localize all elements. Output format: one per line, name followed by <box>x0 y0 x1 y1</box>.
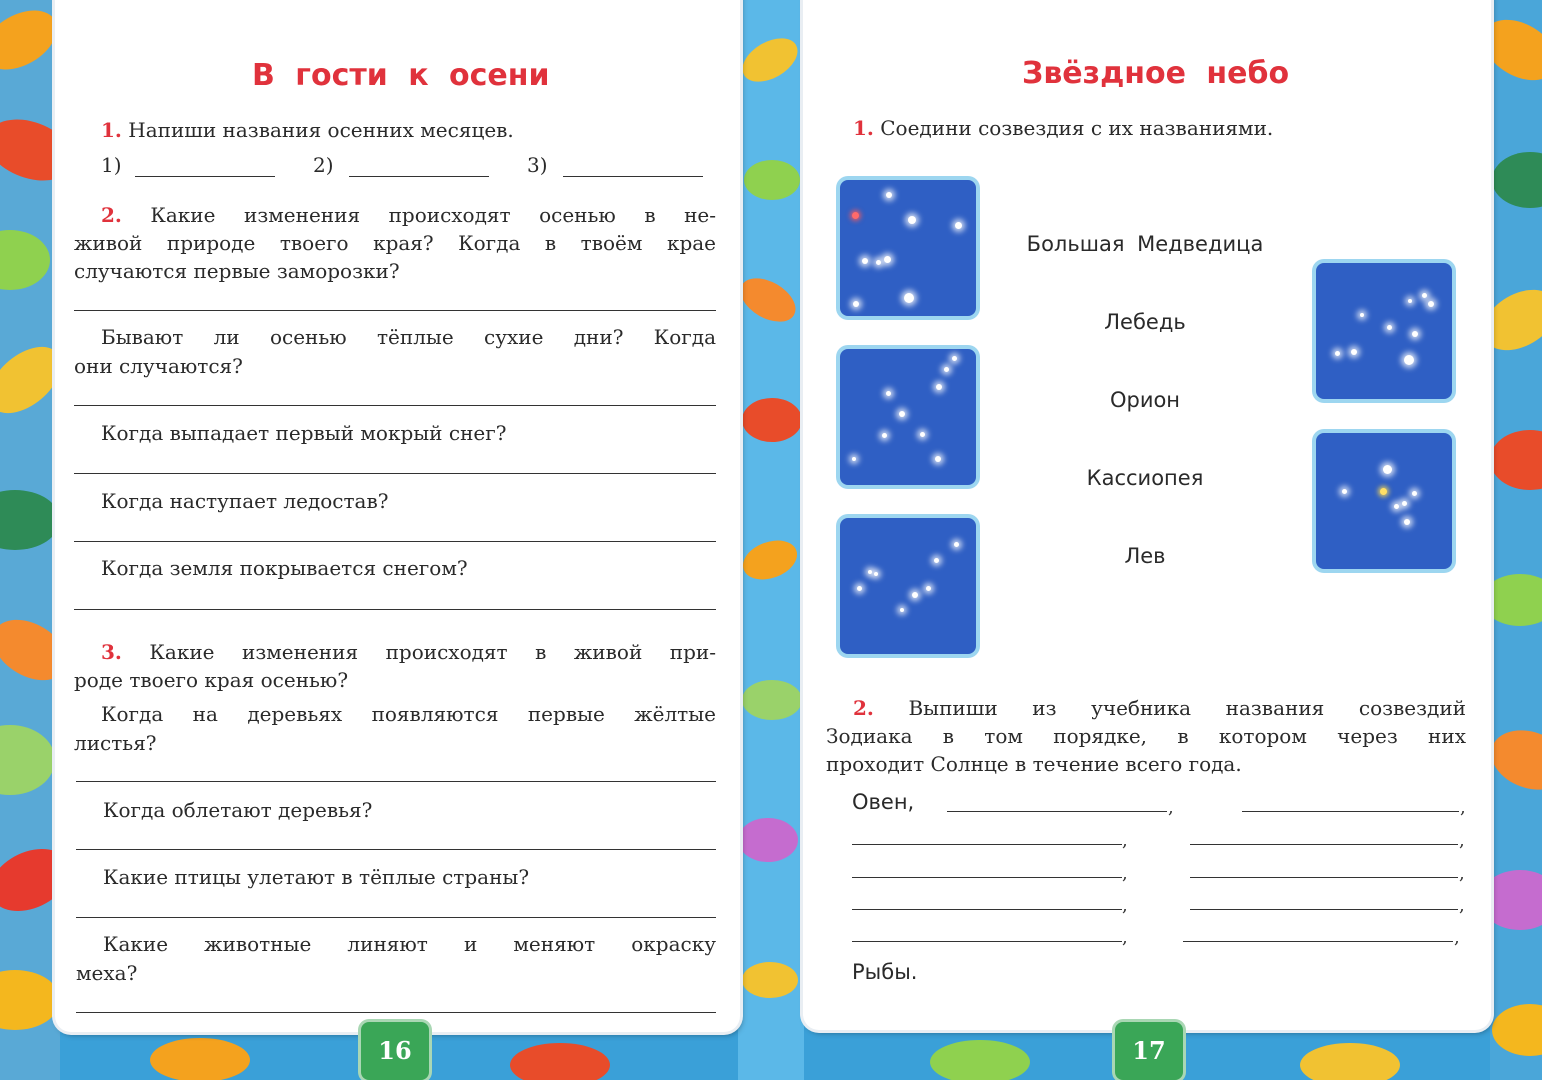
answer-line[interactable] <box>76 781 716 782</box>
constellation-name-1[interactable]: Большая Медведица <box>1026 232 1264 256</box>
star-icon <box>1412 331 1418 337</box>
answer-line[interactable] <box>76 917 716 918</box>
comma: , <box>1459 830 1465 851</box>
comma: , <box>1122 830 1128 851</box>
question-line: они случаются? <box>74 354 243 378</box>
answer-line[interactable] <box>74 310 716 311</box>
star-icon <box>1342 489 1347 494</box>
task-number: 2. <box>853 696 874 720</box>
star-icon <box>1428 301 1434 307</box>
star-icon <box>934 558 939 563</box>
star-icon <box>868 570 872 574</box>
star-icon <box>857 586 862 591</box>
question-line: меха? <box>76 961 138 985</box>
task-3-line-2: роде твоего края осенью? <box>74 668 349 692</box>
task-2-right-line-2: Зодиака в том порядке, в котором через них <box>826 724 1466 748</box>
comma: , <box>1122 863 1128 884</box>
constellation-name-5[interactable]: Лев <box>1124 544 1166 568</box>
month-label-2: 2) <box>313 153 334 177</box>
constellation-card-3[interactable] <box>840 518 976 654</box>
month-answer-line-1[interactable] <box>135 176 275 177</box>
task-2-right-line-3: проходит Солнце в течение всего года. <box>826 752 1242 776</box>
task-2-line-1: 2. Какие изменения происходят осенью в не- <box>101 203 717 227</box>
comma: , <box>1460 797 1466 818</box>
star-icon <box>1335 351 1340 356</box>
zodiac-answer-line[interactable] <box>1242 811 1459 812</box>
star-icon <box>1404 355 1414 365</box>
task-2-line-3: случаются первые заморозки? <box>74 259 400 283</box>
star-icon <box>935 456 941 462</box>
question-line: Когда на деревьях появляются первые жёлтые <box>101 702 716 726</box>
star-icon <box>952 356 957 361</box>
star-icon <box>886 391 891 396</box>
constellation-card-4[interactable] <box>1316 263 1452 399</box>
task-3-line-1: 3. Какие изменения происходят в живой при- <box>101 640 717 664</box>
zodiac-answer-line[interactable] <box>947 811 1167 812</box>
star-icon <box>926 586 931 591</box>
task-text: Соедини созвездия с их названиями. <box>880 116 1274 140</box>
comma: , <box>1122 927 1128 948</box>
month-answer-line-3[interactable] <box>563 176 703 177</box>
star-icon <box>853 301 859 307</box>
star-icon <box>1380 488 1387 495</box>
question-line: Какие животные линяют и меняют окраску <box>103 932 716 956</box>
star-icon <box>899 411 905 417</box>
question-line: Какие птицы улетают в тёплые страны? <box>103 865 530 889</box>
page-number-16: 16 <box>361 1022 429 1080</box>
answer-line[interactable] <box>74 473 716 474</box>
question-line: Когда наступает ледостав? <box>101 489 389 513</box>
task-1-right <box>853 116 1363 140</box>
star-icon <box>1412 491 1417 496</box>
star-icon <box>876 260 881 265</box>
leaf-decoration-center <box>733 0 805 1080</box>
star-icon <box>852 212 859 219</box>
zodiac-answer-line[interactable] <box>852 877 1122 878</box>
zodiac-answer-line[interactable] <box>1190 844 1458 845</box>
zodiac-answer-line[interactable] <box>1190 877 1458 878</box>
star-icon <box>908 216 916 224</box>
star-icon <box>904 293 914 303</box>
star-icon <box>900 608 904 612</box>
zodiac-last-sign: Рыбы. <box>852 960 918 984</box>
page-number-17: 17 <box>1115 1022 1183 1080</box>
question-line: Когда облетают деревья? <box>103 798 373 822</box>
star-icon <box>936 384 942 390</box>
task-text: Напиши названия осенних месяцев. <box>128 118 514 142</box>
comma: , <box>1454 927 1460 948</box>
task-1-left <box>101 118 591 142</box>
answer-line[interactable] <box>76 1012 716 1013</box>
star-icon <box>874 572 878 576</box>
star-icon <box>912 592 918 598</box>
answer-line[interactable] <box>74 609 716 610</box>
question-line: Когда выпадает первый мокрый снег? <box>101 421 507 445</box>
star-icon <box>852 457 856 461</box>
star-icon <box>920 432 925 437</box>
page-title-autumn: В гости к осени <box>252 58 550 93</box>
star-icon <box>954 542 959 547</box>
zodiac-answer-line[interactable] <box>852 941 1122 942</box>
task-number: 3. <box>101 640 122 664</box>
question-line: Когда земля покрывается снегом? <box>101 556 468 580</box>
comma: , <box>1459 895 1465 916</box>
star-icon <box>955 222 962 229</box>
answer-line[interactable] <box>74 405 716 406</box>
task-2-line-2: живой природе твоего края? Когда в твоём крае <box>74 231 716 255</box>
answer-line[interactable] <box>76 849 716 850</box>
page-title-starry-sky: Звёздное небо <box>1022 56 1290 91</box>
star-icon <box>1383 465 1392 474</box>
star-icon <box>1402 501 1407 506</box>
constellation-card-1[interactable] <box>840 180 976 316</box>
month-label-3: 3) <box>527 153 548 177</box>
zodiac-answer-line[interactable] <box>852 844 1122 845</box>
task-number: 2. <box>101 203 122 227</box>
task-2-right-line-1: 2. Выпиши из учебника названия созвездий <box>853 696 1466 720</box>
constellation-name-2[interactable]: Лебедь <box>1104 310 1186 334</box>
star-icon <box>1387 325 1392 330</box>
constellation-name-4[interactable]: Кассиопея <box>1086 466 1204 490</box>
task-number: 1. <box>853 116 874 140</box>
star-icon <box>1351 349 1357 355</box>
question-line: листья? <box>74 731 157 755</box>
star-icon <box>944 367 949 372</box>
star-icon <box>884 256 891 263</box>
question-line: Бывают ли осенью тёплые сухие дни? Когда <box>101 325 716 349</box>
star-icon <box>1360 313 1364 317</box>
constellation-card-5[interactable] <box>1316 433 1452 569</box>
month-answer-line-2[interactable] <box>349 176 489 177</box>
zodiac-first-sign: Овен, <box>852 790 915 814</box>
comma: , <box>1122 895 1128 916</box>
constellation-card-2[interactable] <box>840 349 976 485</box>
comma: , <box>1168 797 1174 818</box>
task-number: 1. <box>101 118 122 142</box>
star-icon <box>1404 519 1410 525</box>
star-icon <box>882 433 887 438</box>
answer-line[interactable] <box>74 541 716 542</box>
star-icon <box>1394 504 1399 509</box>
zodiac-answer-line[interactable] <box>1183 941 1453 942</box>
star-icon <box>862 258 868 264</box>
zodiac-answer-line[interactable] <box>852 909 1122 910</box>
star-icon <box>1408 299 1412 303</box>
constellation-name-3[interactable]: Орион <box>1109 388 1181 412</box>
star-icon <box>1422 293 1427 298</box>
star-icon <box>886 192 892 198</box>
month-label-1: 1) <box>101 153 122 177</box>
comma: , <box>1459 863 1465 884</box>
zodiac-answer-line[interactable] <box>1190 909 1458 910</box>
